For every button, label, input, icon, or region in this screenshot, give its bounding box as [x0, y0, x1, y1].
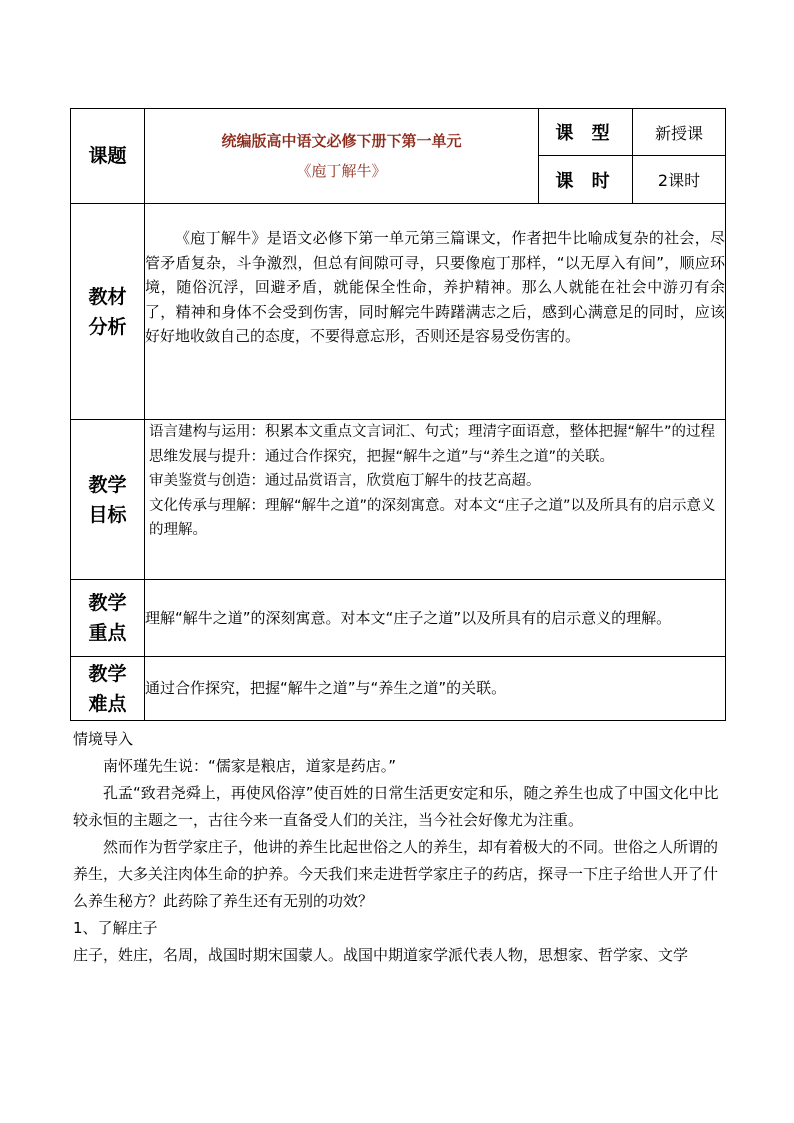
paragraph: 然而作为哲学家庄子，他讲的养生比起世俗之人的养生，却有着极大的不同。世俗之人所谓的养生，大多关注肉体生命的护养。今天我们来走进哲学家庄子的药店，探寻一下庄子给世人开了什么养生秘方？此药除了养生还有无别的功效？: [73, 838, 719, 910]
lesson-plan-table: [70, 108, 726, 721]
goals-list: [145, 420, 726, 580]
analysis-label: [71, 204, 145, 420]
lesson-type-label: 课 型: [539, 109, 633, 156]
paragraph: 南怀瑾先生说：“儒家是粮店，道家是药店。”: [103, 757, 397, 775]
goals-label-line1: 教学: [88, 473, 127, 496]
difficulty-label-line1: 教学: [88, 662, 127, 685]
goal-item: 语言建构与运用：积累本文重点文言词汇、句式；理清字面语意，整体把握“解牛”的过程: [149, 424, 716, 440]
key-label-line1: 教学: [88, 592, 127, 614]
goals-label-line2: 目标: [88, 503, 127, 526]
topic-title-line2: 《庖丁解牛》: [296, 162, 387, 180]
lesson-type-value: 新授课: [633, 109, 726, 156]
analysis-label-line1: 教材: [88, 285, 127, 308]
key-label-line2: 重点: [88, 622, 127, 644]
paragraph: 庄子，姓庄，名周，战国时期宋国蒙人。战国中期道家学派代表人物，思想家、哲学家、文学: [73, 946, 689, 964]
analysis-text: 《庖丁解牛》是语文必修下第一单元第三篇课文，作者把牛比喻成复杂的社会，尽管矛盾复杂，斗争激烈，但总有间隙可寻，只要像庖丁那样，“以无厚入有间”，顺应环境，随俗沉浮，回避矛盾，就能保全性命，养护精神。那么人就能在社会中游刃有余了，精神和身体不会受到伤害，同时解完牛踌躇满志之后，感到心满意足的同时，应该好好地收敛自己的态度，不要得意忘形，否则还是容易受伤害的。: [145, 204, 726, 420]
hours-label: 课 时: [539, 156, 633, 204]
goal-item: 思维发展与提升：通过合作探究，把握“解牛之道”与“养生之道”的关联。: [149, 448, 615, 465]
goal-item: 审美鉴赏与创造：通过品赏语言，欣赏庖丁解牛的技艺高超。: [149, 473, 541, 489]
goals-label: [71, 420, 145, 580]
section-heading: 1、了解庄子: [73, 919, 158, 937]
analysis-label-line2: 分析: [88, 315, 127, 338]
difficulty-label: [71, 657, 145, 721]
key-points-label: [71, 580, 145, 657]
section-intro-heading: 情境导入: [73, 730, 134, 748]
goal-item: 文化传承与理解：理解“解牛之道”的深刻寓意。对本文“庄子之道”以及所具有的启示意义的理解。: [149, 497, 716, 538]
difficulty-label-line2: 难点: [88, 692, 127, 715]
topic-label: 课题: [71, 109, 145, 204]
body-text: [73, 726, 725, 969]
topic-title-line1: 统编版高中语文必修下册下第一单元: [221, 132, 462, 150]
hours-value: 2课时: [633, 156, 726, 204]
paragraph: 孔孟“致君尧舜上，再使风俗淳”使百姓的日常生活更安定和乐，随之养生也成了中国文化中比较永恒的主题之一，古往今来一直备受人们的关注，当今社会好像尤为注重。: [73, 784, 719, 829]
key-points-text: 理解“解牛之道”的深刻寓意。对本文“庄子之道”以及所具有的启示意义的理解。: [145, 580, 726, 657]
difficulty-text: 通过合作探究，把握“解牛之道”与“养生之道”的关联。: [145, 657, 726, 721]
topic-title: [145, 109, 539, 204]
